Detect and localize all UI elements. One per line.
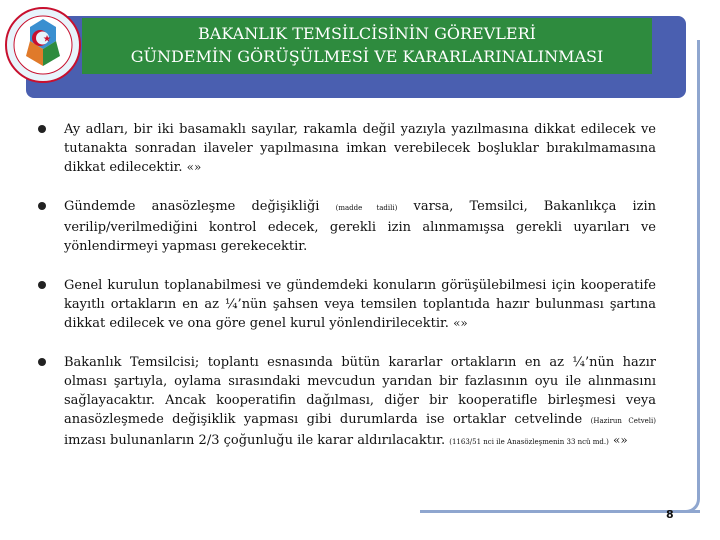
page-frame-right — [681, 40, 700, 513]
bullet-icon — [38, 358, 46, 366]
page-number: 8 — [666, 508, 674, 521]
bullet-icon — [38, 125, 46, 133]
bullet-icon — [38, 202, 46, 210]
bullet-icon — [38, 281, 46, 289]
duty-list — [36, 120, 656, 472]
list-item — [36, 197, 656, 256]
page-title-line1: BAKANLIK TEMSİLCİSİNİN GÖREVLERİ — [198, 24, 536, 43]
item-text: Bakanlık Temsilcisi; toplantı esnasında bütün kararlar ortakların en az ¼’nün hazır olması şartıyla, oylama sırasındaki mevcudun yarıdan bir fazlasının oyu ile alınmasını sağlayacaktır. Ancak kooperatifin dağılması, diğer bir kooperatifle birleşmesi veya anasözleşmede değişiklik yapması gibi durumlarda ise ortaklar cetvelinde — [64, 355, 656, 427]
item-text: Ay adları, bir iki basamaklı sayılar, rakamla değil yazıyla yazılmasına dikkat edilecek ve tutanakta sonradan ilaveler yapılmasına imkan verebilecek boşluklar bırakılmamasına dikkat edilecektir. — [64, 122, 656, 175]
item-mark: «» — [613, 433, 628, 447]
item-note: (madde tadili) — [335, 204, 398, 212]
page-title — [82, 18, 652, 74]
item-mark: «» — [453, 316, 468, 330]
item-note: (Hazirun Cetveli) — [590, 417, 657, 425]
list-item — [36, 276, 656, 333]
item-text: Genel kurulun toplanabilmesi ve gündemdeki konuların görüşülebilmesi için kooperatife kayıtlı ortakların en az ¼’nün şahsen veya temsilen toplantıda hazır bulunması şartına dikkat edilecek ve ona göre genel kurul yönlendirilecektir. — [64, 278, 656, 331]
item-note: (1163/51 nci ile Anasözleşmenin 33 ncü md.) — [449, 438, 609, 446]
page-frame-bottom — [420, 510, 700, 513]
item-mark: «» — [186, 160, 202, 174]
item-text: Gündemde anasözleşme değişikliği — [64, 199, 320, 214]
page-title-line2: GÜNDEMİN GÖRÜŞÜLMESİ VE KARARLARINALINMASI — [130, 47, 604, 66]
list-item — [36, 120, 656, 177]
item-text: varsa, Temsilci, Bakanlıkça izin verilip/verilmediğini kontrol edecek, gerekli izin alınmamışsa gerekli uyarıları ve yönlendirmeyi yapması gerekecektir. — [64, 199, 656, 254]
ministry-seal-icon — [4, 4, 82, 86]
list-item — [36, 353, 656, 452]
item-text: imzası bulunanların 2/3 çoğunluğu ile karar aldırılacaktır. — [64, 433, 446, 448]
